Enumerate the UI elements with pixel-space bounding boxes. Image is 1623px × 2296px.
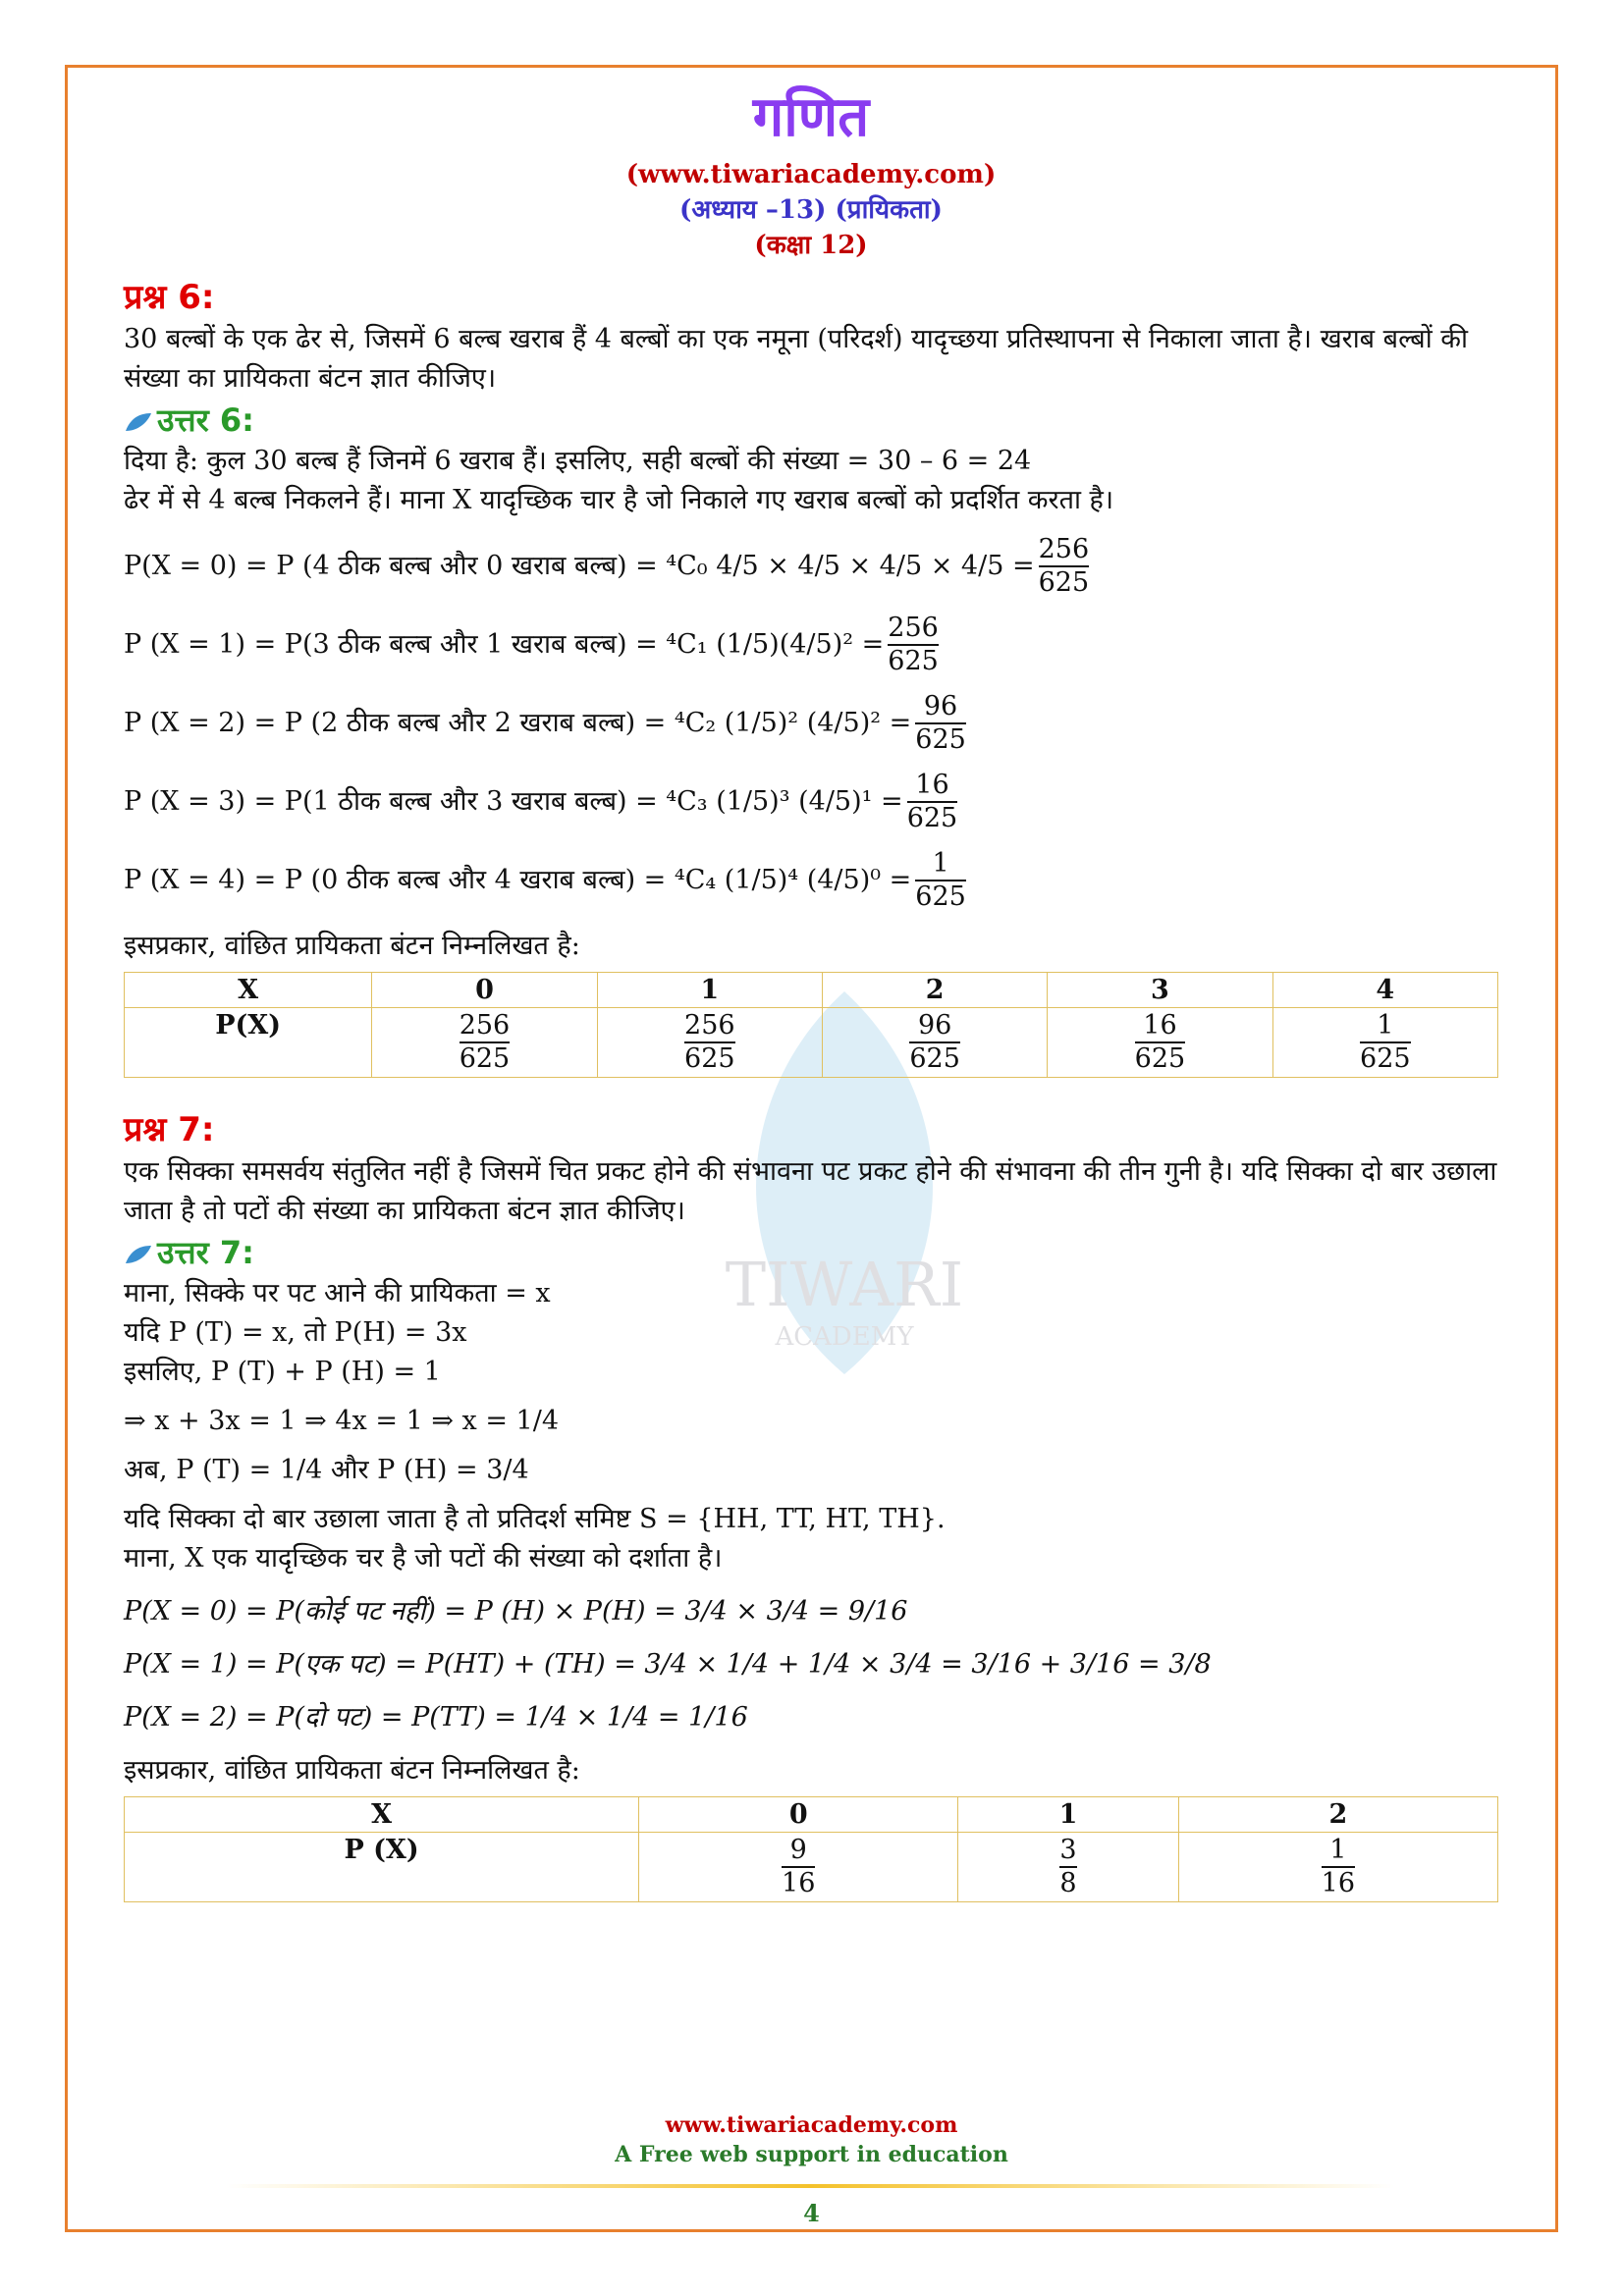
equation-7-p1: P(X = 1) = P(एक पट) = P(HT) + (TH) = 3/4 × 1/4 + 1/4 × 3/4 = 3/16 + 3/16 = 3/8	[124, 1649, 1212, 1680]
table-row	[125, 1833, 1498, 1902]
answer-6-conclusion: इसप्रकार, वांछित प्रायिकता बंटन निम्नलिखत है:	[124, 931, 580, 961]
fraction: $\frac{256}{625}$	[888, 613, 939, 676]
chapter-label: (अध्याय –13) (प्रायिकता)	[679, 195, 943, 225]
table-cell: $\frac{3}{8}$	[958, 1833, 1178, 1902]
answer-7-line5: अब, P (T) = 1/4 और P (H) = 3/4	[124, 1455, 529, 1485]
equation-p0: P(X = 0) = P (4 ठीक बल्ब और 0 खराब बल्ब) = ⁴C₀ 4/5 × 4/5 × 4/5 × 4/5 = $\frac{256}{625}$	[124, 534, 1090, 598]
distribution-table-7	[124, 1796, 1498, 1902]
footer-divider	[226, 2184, 1394, 2188]
table-header-cell: 4	[1272, 973, 1497, 1008]
table-header-cell: 1	[597, 973, 822, 1008]
table-cell: $\frac{16}{625}$	[1048, 1008, 1272, 1078]
answer-7-conclusion: इसप्रकार, वांछित प्रायिकता बंटन निम्नलिखत है:	[124, 1755, 580, 1786]
answer-6-heading	[124, 399, 1498, 442]
answer-7-line2: यदि P (T) = x, तो P(H) = 3x	[124, 1317, 467, 1348]
equation-7-p2: P(X = 2) = P(दो पट) = P(TT) = 1/4 × 1/4 = 1/16	[124, 1702, 748, 1733]
answer-7-line6: यदि सिक्का दो बार उछाला जाता है तो प्रतिदर्श समिष्ट S = {HH, TT, HT, TH}.	[124, 1504, 946, 1534]
answer-7-label: उत्तर 7:	[157, 1234, 254, 1271]
page-title: गणित	[752, 85, 870, 149]
class-label: (कक्षा 12)	[754, 231, 868, 260]
footer-tagline: A Free web support in education	[615, 2142, 1008, 2167]
leaf-icon	[124, 411, 153, 433]
page-number: 4	[803, 2199, 820, 2227]
answer-6-line1: दिया है: कुल 30 बल्ब हैं जिनमें 6 खराब हैं। इसलिए, सही बल्बों की संख्या = 30 – 6 = 24	[124, 446, 1032, 476]
equation-7-p0: P(X = 0) = P(कोई पट नहीं) = P (H) × P(H) = 3/4 × 3/4 = 9/16	[124, 1596, 908, 1627]
table-row-label: P(X)	[125, 1008, 372, 1078]
answer-7-line7: माना, X एक यादृच्छिक चर है जो पटों की संख्या को दर्शाता है।	[124, 1543, 723, 1574]
equation-p4: P (X = 4) = P (0 ठीक बल्ब और 4 खराब बल्ब) = ⁴C₄ (1/5)⁴ (4/5)⁰ = $\frac{1}{625}$	[124, 848, 966, 912]
equation-p1: P (X = 1) = P(3 ठीक बल्ब और 1 खराब बल्ब) = ⁴C₁ (1/5)(4/5)² = $\frac{256}{625}$	[124, 613, 939, 676]
question-7-label: प्रश्न 7:	[124, 1110, 215, 1149]
fraction: $\frac{256}{625}$	[1038, 534, 1090, 598]
answer-7-line3: इसलिए, P (T) + P (H) = 1	[124, 1357, 441, 1387]
answer-7-heading	[124, 1231, 1498, 1274]
fraction: $\frac{16}{625}$	[906, 770, 958, 833]
footer-website-link[interactable]: www.tiwariacademy.com	[665, 2112, 958, 2138]
question-7-text: एक सिक्का समसर्वय संतुलित नहीं है जिसमें चित प्रकट होने की संभावना पट प्रकट होने की संभावना की तीन गुनी है। यदि सिक्का दो बार उछाला जाता है तो पटों की संख्या का प्रायिकता बंटन ज्ञात कीजिए।	[124, 1156, 1497, 1226]
distribution-table-6	[124, 972, 1498, 1078]
table-cell: $\frac{96}{625}$	[822, 1008, 1047, 1078]
table-cell: $\frac{9}{16}$	[639, 1833, 958, 1902]
answer-7-line1: माना, सिक्के पर पट आने की प्रायिकता = x	[124, 1278, 551, 1308]
table-header-cell: 1	[958, 1797, 1178, 1833]
leaf-icon	[124, 1244, 153, 1265]
table-cell: $\frac{1}{625}$	[1272, 1008, 1497, 1078]
watermark-sub: ACADEMY	[775, 1322, 914, 1352]
table-header-cell: X	[125, 1797, 639, 1833]
table-header-cell: 0	[639, 1797, 958, 1833]
table-header-cell: 3	[1048, 973, 1272, 1008]
watermark-letters: TIWARI	[725, 1249, 964, 1320]
table-row	[125, 973, 1498, 1008]
table-cell: $\frac{1}{16}$	[1178, 1833, 1497, 1902]
table-row	[125, 1797, 1498, 1833]
page-content	[124, 79, 1498, 1902]
equation-p3: P (X = 3) = P(1 ठीक बल्ब और 3 खराब बल्ब) = ⁴C₃ (1/5)³ (4/5)¹ = $\frac{16}{625}$	[124, 770, 958, 833]
table-header-cell: 2	[1178, 1797, 1497, 1833]
answer-6-line2: ढेर में से 4 बल्ब निकलने हैं। माना X यादृच्छिक चार है जो निकाले गए खराब बल्बों को प्रदर्शित करता है।	[124, 485, 1114, 515]
question-6-text: 30 बल्बों के एक ढेर से, जिसमें 6 बल्ब खराब हैं 4 बल्बों का एक नमूना (परिदर्श) यादृच्छया प्रतिस्थापना से निकाला जाता है। खराब बल्बों की संख्या का प्रायिकता बंटन ज्ञात कीजिए।	[124, 324, 1469, 394]
table-header-cell: 0	[372, 973, 597, 1008]
table-cell: $\frac{256}{625}$	[597, 1008, 822, 1078]
fraction: $\frac{96}{625}$	[915, 691, 966, 755]
table-row-label: P (X)	[125, 1833, 639, 1902]
equation-p2: P (X = 2) = P (2 ठीक बल्ब और 2 खराब बल्ब) = ⁴C₂ (1/5)² (4/5)² = $\frac{96}{625}$	[124, 691, 966, 755]
table-header-cell: 2	[822, 973, 1047, 1008]
answer-6-label: उत्तर 6:	[157, 401, 254, 439]
page-header	[124, 79, 1498, 263]
page-footer	[0, 2110, 1623, 2169]
answer-7-line4: ⇒ x + 3x = 1 ⇒ 4x = 1 ⇒ x = 1/4	[124, 1406, 560, 1436]
question-6-label: प्रश्न 6:	[124, 278, 215, 317]
website-link[interactable]: (www.tiwariacademy.com)	[625, 160, 997, 189]
table-cell: $\frac{256}{625}$	[372, 1008, 597, 1078]
fraction: $\frac{1}{625}$	[915, 848, 966, 912]
table-row	[125, 1008, 1498, 1078]
table-header-cell: X	[125, 973, 372, 1008]
